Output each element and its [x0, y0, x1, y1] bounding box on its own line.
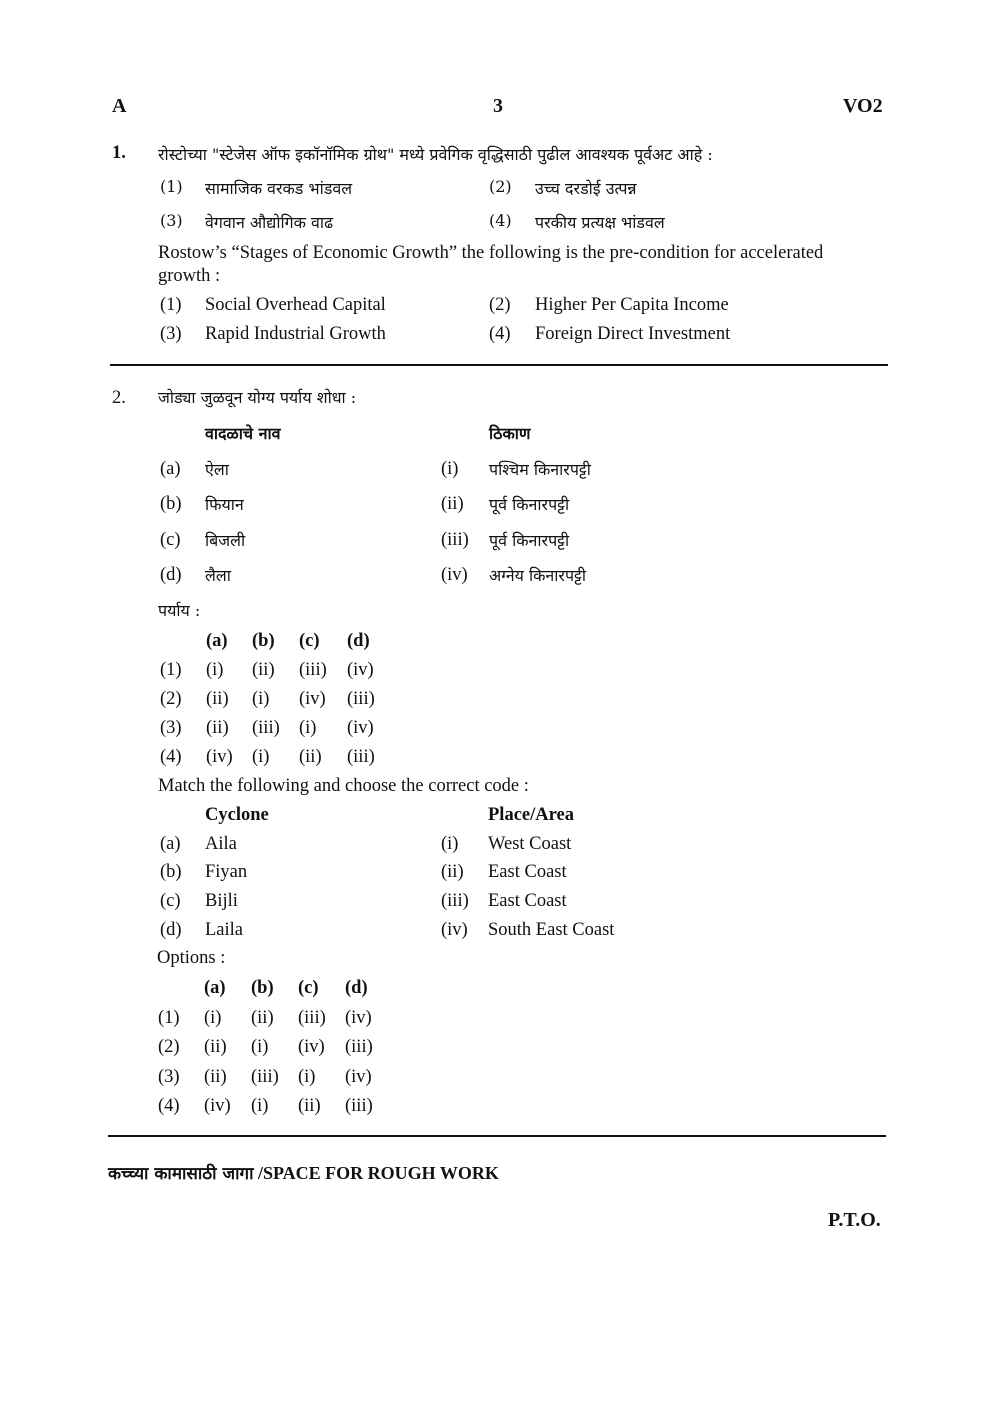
options-label: Options :	[157, 948, 226, 968]
code-cell: (ii)	[206, 718, 229, 738]
pair-right-num: (i)	[441, 459, 459, 479]
option-text: वेगवान औद्योगिक वाढ	[205, 213, 334, 232]
option-number: (1)	[160, 295, 182, 315]
pair-left-num: (b)	[160, 494, 182, 514]
option-number: (3)	[160, 324, 182, 344]
option-text: Social Overhead Capital	[205, 295, 386, 315]
question-text-marathi: जोड्या जुळवून योग्य पर्याय शोधा :	[158, 388, 357, 407]
code-row-num: (1)	[160, 660, 182, 680]
code-row-num: (4)	[160, 747, 182, 767]
pair-left: ऐला	[205, 460, 229, 479]
pair-right: East Coast	[488, 891, 567, 911]
option-text: Rapid Industrial Growth	[205, 324, 386, 344]
pair-left: लैला	[205, 566, 231, 585]
code-cell: (iv)	[345, 1067, 372, 1087]
pair-left: Aila	[205, 834, 237, 854]
code-cell: (iii)	[347, 747, 375, 767]
code-cell: (ii)	[252, 660, 275, 680]
pair-left-num: (d)	[160, 920, 182, 940]
pair-right: अग्नेय किनारपट्टी	[489, 566, 587, 585]
code-cell: (iv)	[204, 1096, 231, 1116]
code-cell: (iii)	[299, 660, 327, 680]
code-row-num: (3)	[158, 1067, 180, 1087]
pair-right-num: (ii)	[441, 494, 464, 514]
pair-right-num: (iv)	[441, 920, 468, 940]
pair-right-num: (iii)	[441, 530, 469, 550]
option-text: Foreign Direct Investment	[535, 324, 731, 344]
column-header-left: वादळाचे नाव	[205, 424, 281, 443]
divider	[108, 1135, 886, 1137]
code-cell: (ii)	[204, 1037, 227, 1057]
code-cell: (iv)	[299, 689, 326, 709]
series-label: A	[112, 95, 127, 117]
pair-left-num: (a)	[160, 459, 181, 479]
column-header-left: Cyclone	[205, 805, 269, 825]
code-cell: (ii)	[206, 689, 229, 709]
pto-label: P.T.O.	[828, 1209, 881, 1231]
code-cell: (iv)	[347, 718, 374, 738]
code-cell: (iv)	[298, 1037, 325, 1057]
pair-right-num: (i)	[441, 834, 459, 854]
question-text-english-cont: growth :	[158, 266, 221, 286]
pair-right-num: (ii)	[441, 862, 464, 882]
pair-left: Bijli	[205, 891, 238, 911]
code-cell: (ii)	[298, 1096, 321, 1116]
option-number: (4)	[489, 211, 512, 230]
column-header-right: ठिकाण	[489, 424, 531, 443]
pair-right: पूर्व किनारपट्टी	[489, 531, 570, 550]
option-text: उच्च दरडोई उत्पन्न	[535, 179, 637, 198]
pair-left: Fiyan	[205, 862, 248, 882]
pair-left-num: (b)	[160, 862, 182, 882]
code-cell: (ii)	[299, 747, 322, 767]
option-text: Higher Per Capita Income	[535, 295, 729, 315]
option-number: (3)	[160, 211, 183, 230]
code-cell: (iv)	[345, 1008, 372, 1028]
code-cell: (iii)	[345, 1096, 373, 1116]
pair-right: West Coast	[488, 834, 572, 854]
question-number: 1.	[112, 143, 126, 163]
options-label: पर्याय :	[158, 601, 201, 620]
code-cell: (i)	[204, 1008, 222, 1028]
code-cell: (iii)	[298, 1008, 326, 1028]
code-row-num: (3)	[160, 718, 182, 738]
code-cell: (ii)	[251, 1008, 274, 1028]
page-number: 3	[493, 95, 503, 117]
code-cell: (iii)	[347, 689, 375, 709]
option-number: (2)	[489, 177, 512, 196]
question-text-english: Match the following and choose the correct code :	[158, 776, 529, 796]
code-header: (a)	[206, 631, 228, 651]
code-row-num: (1)	[158, 1008, 180, 1028]
pair-left: बिजली	[205, 531, 246, 550]
code-cell: (iii)	[252, 718, 280, 738]
option-text: परकीय प्रत्यक्ष भांडवल	[535, 213, 665, 232]
code-header: (b)	[252, 631, 275, 651]
pair-left: फियान	[205, 495, 244, 514]
code-cell: (iii)	[251, 1067, 279, 1087]
code-header: (d)	[347, 631, 370, 651]
code-cell: (i)	[252, 747, 270, 767]
code-cell: (i)	[206, 660, 224, 680]
code-row-num: (2)	[158, 1037, 180, 1057]
pair-left-num: (c)	[160, 891, 181, 911]
pair-left: Laila	[205, 920, 244, 940]
pair-right: South East Coast	[488, 920, 615, 940]
code-row-num: (4)	[158, 1096, 180, 1116]
code-header: (b)	[251, 978, 274, 998]
pair-left-num: (d)	[160, 565, 182, 585]
divider	[110, 364, 888, 366]
code-cell: (iv)	[206, 747, 233, 767]
code-cell: (iii)	[345, 1037, 373, 1057]
code-header: (a)	[204, 978, 226, 998]
option-number: (2)	[489, 295, 511, 315]
pair-right: पूर्व किनारपट्टी	[489, 495, 570, 514]
rough-work-label	[108, 1161, 499, 1184]
code-row-num: (2)	[160, 689, 182, 709]
question-number: 2.	[112, 388, 126, 408]
code-cell: (i)	[251, 1037, 269, 1057]
pair-right: पश्चिम किनारपट्टी	[489, 460, 591, 479]
paper-code: VO2	[843, 95, 883, 117]
code-header: (c)	[298, 978, 319, 998]
question-text-marathi: रोस्टोच्या "स्टेजेस ऑफ इकॉनॉमिक ग्रोथ" मध्ये प्रवेगिक वृद्धिसाठी पुढील आवश्यक पूर्वअट आहे :	[158, 145, 713, 164]
code-cell: (i)	[251, 1096, 269, 1116]
code-header: (c)	[299, 631, 320, 651]
rough-work-marathi: कच्च्या कामासाठी जागा	[108, 1164, 254, 1184]
question-text-english: Rostow’s “Stages of Economic Growth” the following is the pre-condition for accelerated	[158, 243, 824, 263]
pair-right-num: (iii)	[441, 891, 469, 911]
option-number: (4)	[489, 324, 511, 344]
code-header: (d)	[345, 978, 368, 998]
code-cell: (i)	[298, 1067, 316, 1087]
pair-right-num: (iv)	[441, 565, 468, 585]
code-cell: (i)	[252, 689, 270, 709]
code-cell: (ii)	[204, 1067, 227, 1087]
pair-left-num: (a)	[160, 834, 181, 854]
pair-left-num: (c)	[160, 530, 181, 550]
option-number: (1)	[160, 177, 183, 196]
column-header-right: Place/Area	[488, 805, 574, 825]
pair-right: East Coast	[488, 862, 567, 882]
option-text: सामाजिक वरकड भांडवल	[205, 179, 353, 198]
code-cell: (iv)	[347, 660, 374, 680]
rough-work-english: /SPACE FOR ROUGH WORK	[253, 1163, 499, 1183]
code-cell: (i)	[299, 718, 317, 738]
